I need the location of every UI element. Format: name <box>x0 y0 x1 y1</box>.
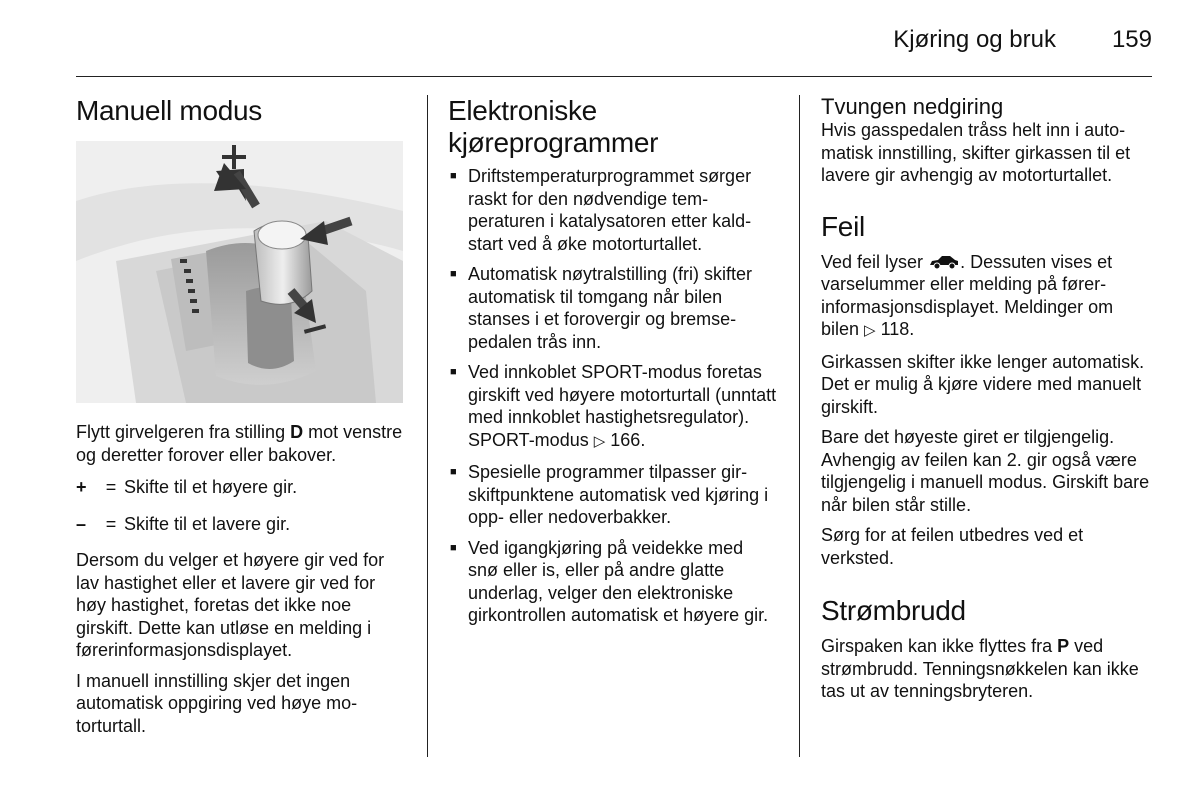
heading-forced-downshift: Tvungen nedgiring <box>821 94 1004 119</box>
plus-icon: + <box>76 477 87 497</box>
paragraph-fault-highest-gear: Bare det høyeste giret er tilgjengelig. Avhengig av feilen kan 2. gir også være tilgjengelig i manuell modus. Girskift bare når bilen står stille. <box>821 427 1150 515</box>
paragraph-no-upshift: I manuell innstilling skjer det ingen automatisk oppgiring ved høye motorturtall. <box>76 670 358 736</box>
instruction-paragraph: Flytt girvelgeren fra stilling D mot venstre og deretter forover eller bakover. <box>76 422 403 465</box>
paragraph-fault-workshop: Sørg for at feilen utbedres ved et verksted. <box>821 525 1084 568</box>
column-divider <box>427 95 428 757</box>
list-item: ■ Ved innkoblet SPORT-modus foretas girskift ved høyere motorturtall (unntatt med innkoblet hastighetsregulator). SPORT-modus ▷ 166. <box>448 361 778 453</box>
page-reference-icon: ▷ <box>864 322 876 339</box>
page-reference: 118. <box>880 319 915 339</box>
list-item: ■ Ved igangkjøring på veidekke med snø eller is, eller på andre glatte underlag, velger den elektroniske girkontrollen automatisk et høyere gir. <box>448 537 778 627</box>
heading-power-failure: Strømbrudd <box>821 595 966 626</box>
page-reference: 166. <box>610 429 646 450</box>
paragraph-fault-manual: Girkassen skifter ikke lenger automatisk. Det er mulig å kjøre videre med manuelt girskift. <box>821 351 1145 417</box>
page-reference-icon: ▷ <box>593 432 606 450</box>
program-list <box>448 165 778 627</box>
column-divider <box>799 95 800 757</box>
list-item: ■ Driftstemperaturprogrammet sørger raskt for den nødvendige temperaturen i katalysatoren etter kaldstart ved å øke motorturtallet. <box>448 165 778 255</box>
page-number: 159 <box>1111 26 1152 53</box>
heading-manual-mode: Manuell modus <box>76 95 262 126</box>
heading-electronic-programs: Elektroniske kjøreprogrammer <box>448 95 659 158</box>
list-item: ■ Automatisk nøytralstilling (fri) skifter automatisk til tomgang når bilen stanses i et forovergir og bremsepedalen trås inn. <box>448 263 778 353</box>
paragraph-wrong-gear: Dersom du velger et høyere gir ved for lav hastighet eller et lavere gir ved for høy hastighet, foretas det ikke noe girskift. Dette kan utløse en melding i førerinformasjonsdisplayet. <box>76 550 385 660</box>
column-electronic-programs <box>448 95 778 635</box>
minus-icon: – <box>76 513 87 534</box>
paragraph-fault-indicator: Ved feil lyser . Dessuten vises et varselummer eller melding på førerinformasjonsdisplayet. Meldinger om bilen ▷ 118. <box>821 251 1114 339</box>
paragraph-forced-downshift: Hvis gasspedalen tråss helt inn i automatisk innstilling, skifter girkassen til et lavere gir avhengig av motorturtallet. <box>821 120 1131 185</box>
column-manual-mode <box>76 95 406 745</box>
paragraph-power-failure: Girspaken kan ikke flyttes fra P ved strømbrudd. Tenningsnøkkelen kan ikke tas ut av tenningsbryteren. <box>821 636 1139 701</box>
gear-d-label: D <box>290 422 304 442</box>
minus-legend: – = Skifte til et lavere gir. <box>76 513 291 534</box>
gear-selector-illustration <box>76 141 403 403</box>
section-title: Kjøring og bruk <box>893 26 1056 53</box>
column-faults <box>821 95 1153 711</box>
list-item: ■ Spesielle programmer tilpasser girskiftpunktene automatisk ved kjøring i opp- eller nedoverbakker. <box>448 461 778 529</box>
gear-p-label: P <box>1057 636 1070 656</box>
page-header <box>76 24 1152 77</box>
heading-fault: Feil <box>821 210 865 242</box>
car-warning-icon <box>928 255 960 269</box>
plus-legend: + = Skifte til et høyere gir. <box>76 477 298 497</box>
